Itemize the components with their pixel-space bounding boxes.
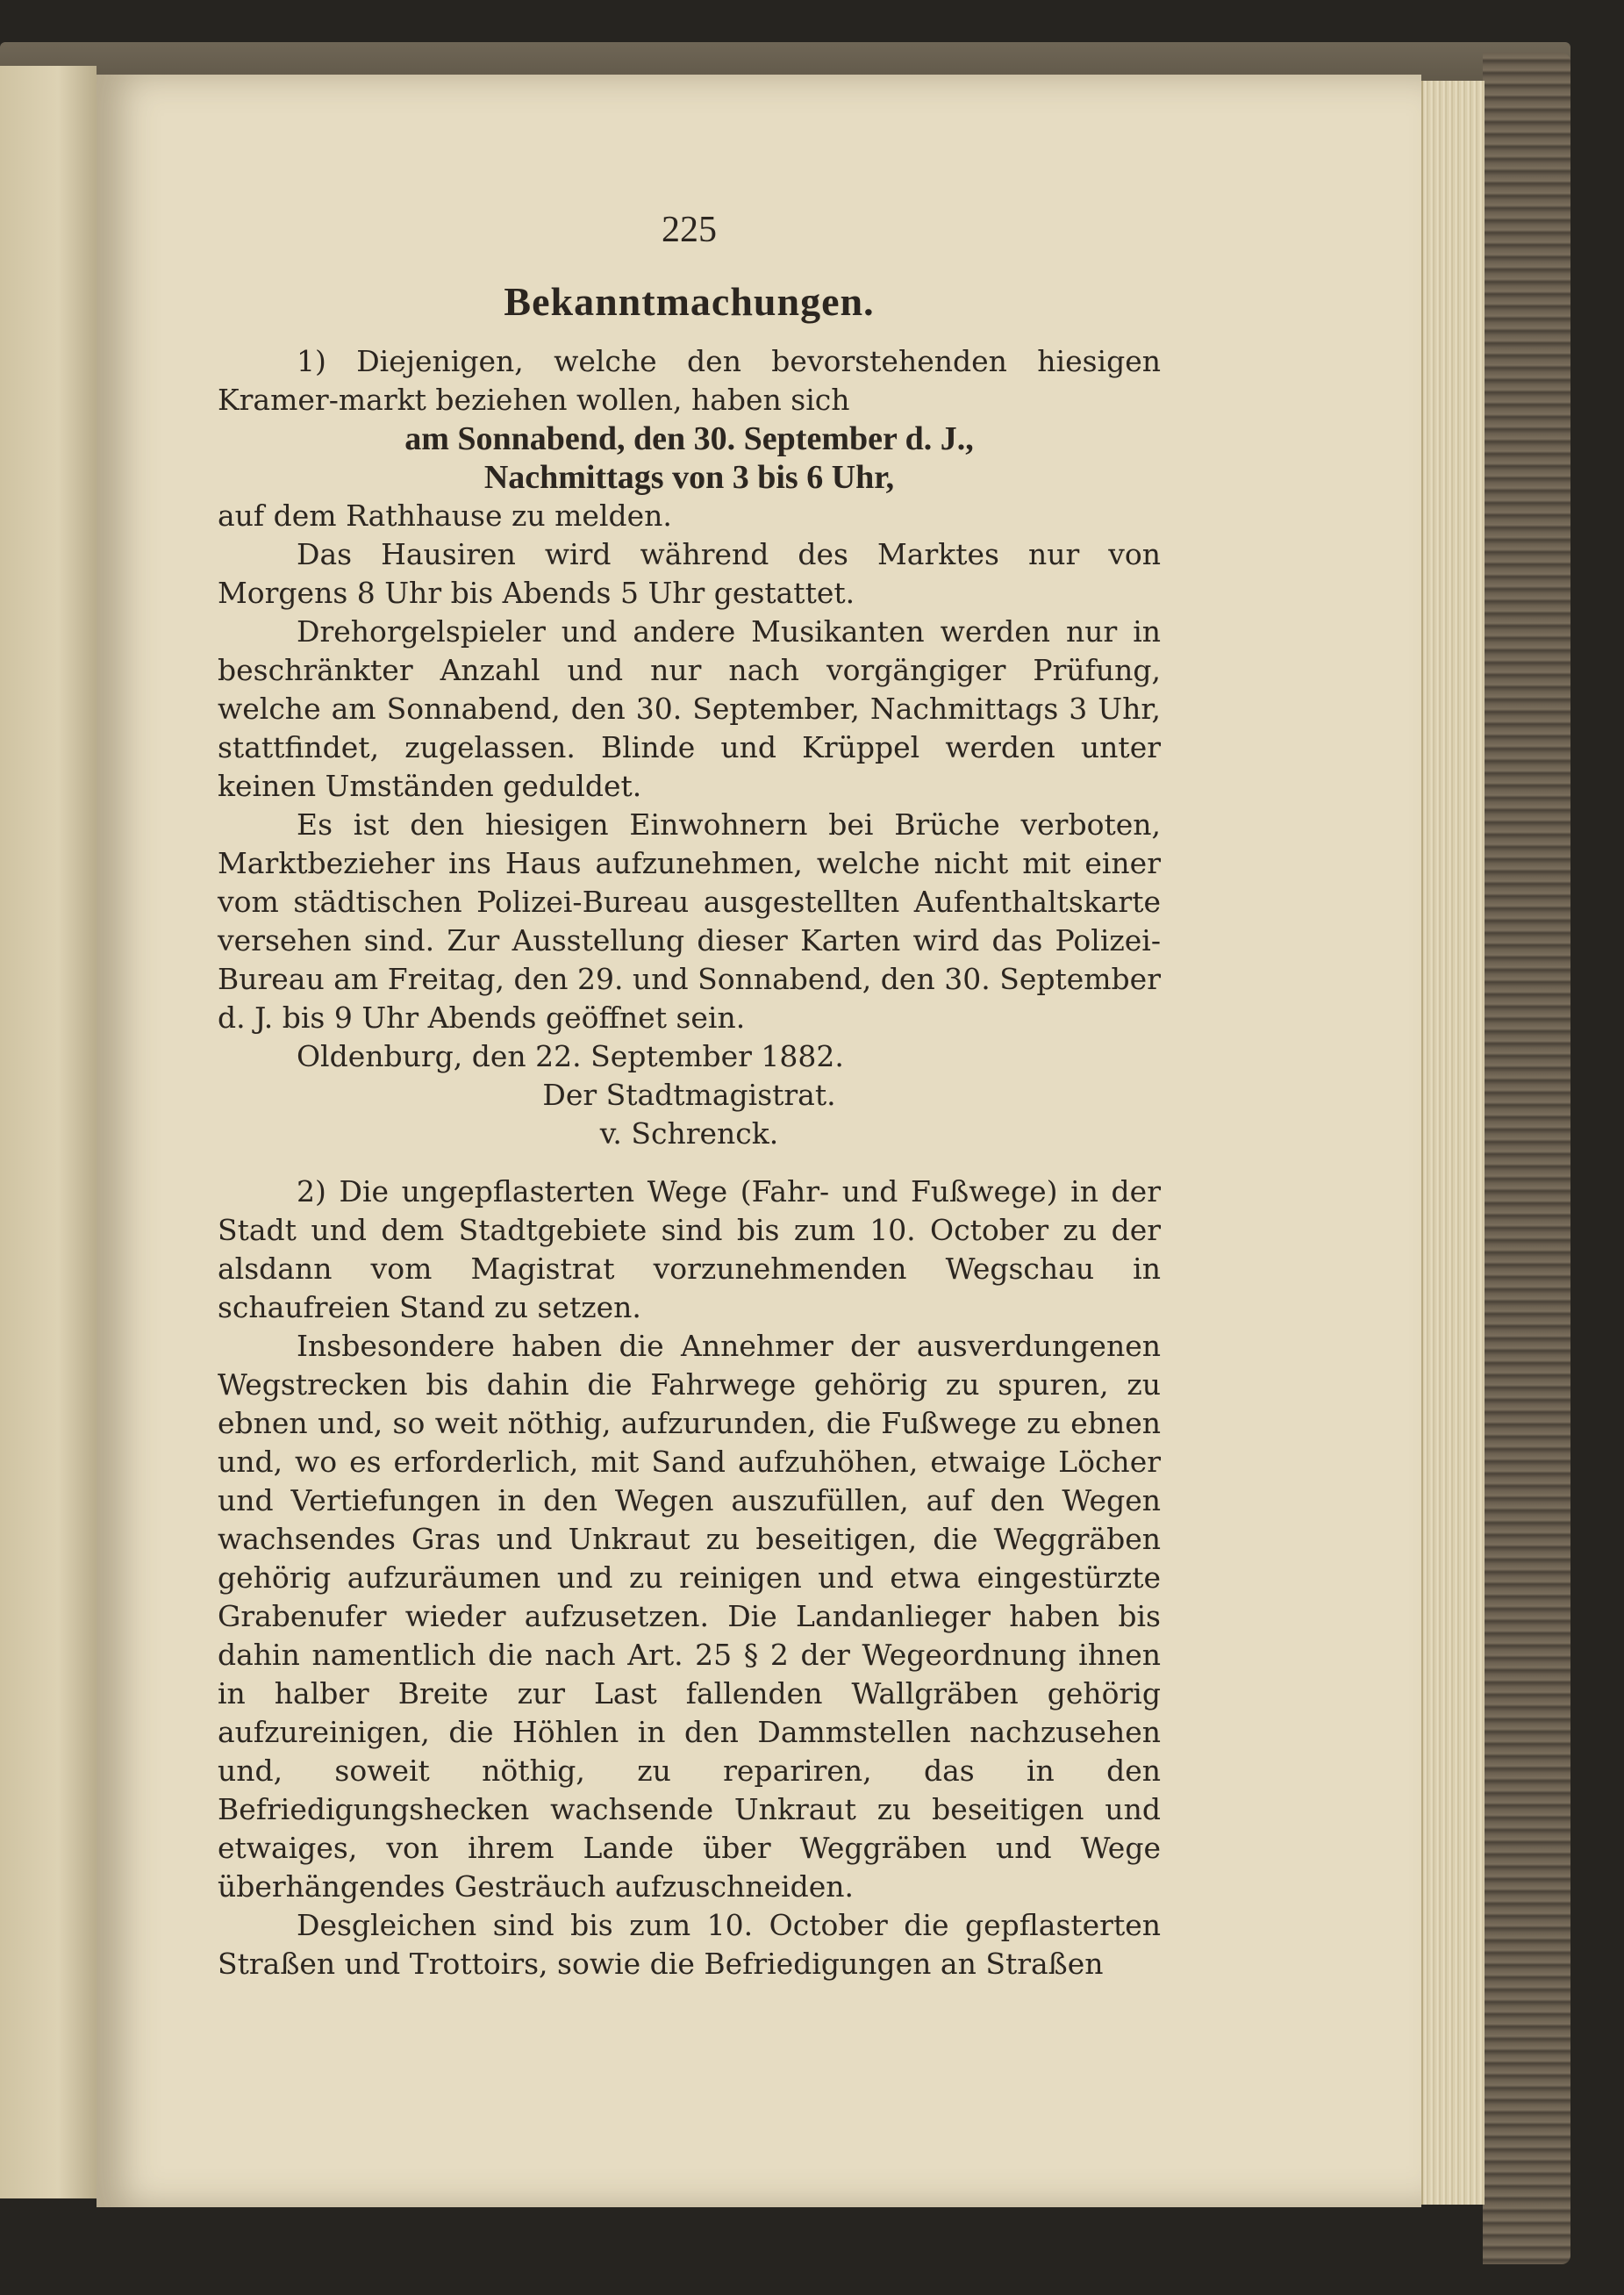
page-edges: [1421, 81, 1484, 2205]
page-heading: Bekanntmachungen.: [504, 279, 875, 324]
notice1-signer: v. Schrenck.: [599, 1116, 779, 1151]
notice2-paragraph-2: Insbesondere haben die Annehmer der ausverdungenen Wegstrecken bis dahin die Fahrwege gehörig zu spuren, zu ebnen und, so weit nöthig, aufzurunden, die Fußwege zu ebnen und, wo es erforderlich, mit Sand aufzuhöhen, etwaige Löcher und Vertiefungen in den Wegen auszufüllen, auf den Wegen wachsendes Gras und Unkraut zu beseitigen, die Weggräben gehörig aufzuräumen und zu reinigen und etwa eingestürzte Grabenufer wieder aufzusetzen. Die Landanlieger haben bis dahin namentlich die nach Art. 25 § 2 der Wegeordnung ihnen in halber Breite zur Last fallenden Wallgräben gehörig aufzureinigen, die Höhlen in den Dammstellen nachzusehen und, soweit nöthig, zu repariren, das in den Befriedigungshecken wachsende Unkraut zu beseitigen und etwaiges, von ihrem Lande über Weggräben und Wege überhängendes Gesträuch aufzuschneiden.: [218, 1329, 1161, 1904]
notice1-paragraph-2: Das Hausiren wird während des Marktes nur von Morgens 8 Uhr bis Abends 5 Uhr gestattet.: [218, 537, 1161, 610]
notice1-paragraph-3: Drehorgelspieler und andere Musikanten werden nur in beschränkter Anzahl und nur nach vorgängiger Prüfung, welche am Sonnabend, den 30. September, Nachmittags 3 Uhr, stattfindet, zugelassen. Blinde und Krüppel werden unter keinen Umständen geduldet.: [218, 614, 1161, 803]
book-cover-spine: [1483, 53, 1570, 2264]
notice1-intro: 1) Diejenigen, welche den bevorstehenden hiesigen Kramer-markt beziehen wollen, haben sich: [218, 344, 1161, 417]
page-number: 225: [662, 210, 717, 250]
notice1-place-date: Oldenburg, den 22. September 1882.: [297, 1039, 844, 1073]
page-text: [218, 211, 1161, 1983]
notice1-time-line: Nachmittags von 3 bis 6 Uhr,: [483, 459, 895, 496]
notice2-paragraph-3: Desgleichen sind bis zum 10. October die gepflasterten Straßen und Trottoirs, sowie die Befriedigungen an Straßen: [218, 1908, 1161, 1981]
notice1-paragraph-4: Es ist den hiesigen Einwohnern bei Brüche verboten, Marktbezieher ins Haus aufzunehmen, welche nicht mit einer vom städtischen Polizei-Bureau ausgestellten Aufenthaltskarte versehen sind. Zur Ausstellung dieser Karten wird das Polizei-Bureau am Freitag, den 29. und Sonnabend, den 30. September d. J. bis 9 Uhr Abends geöffnet sein.: [218, 807, 1161, 1035]
notice1-after-bold: auf dem Rathhause zu melden.: [218, 498, 672, 533]
facing-page: [0, 66, 97, 2198]
section-gap: [218, 1153, 1161, 1173]
notice1-authority: Der Stadtmagistrat.: [542, 1078, 836, 1112]
notice1-date-line: am Sonnabend, den 30. September d. J.,: [404, 420, 974, 457]
notice2-paragraph-1: 2) Die ungepflasterten Wege (Fahr- und Fußwege) in der Stadt und dem Stadtgebiete sind bis zum 10. October zu der alsdann vom Magistrat vorzunehmenden Wegschau in schaufreien Stand zu setzen.: [218, 1174, 1161, 1324]
